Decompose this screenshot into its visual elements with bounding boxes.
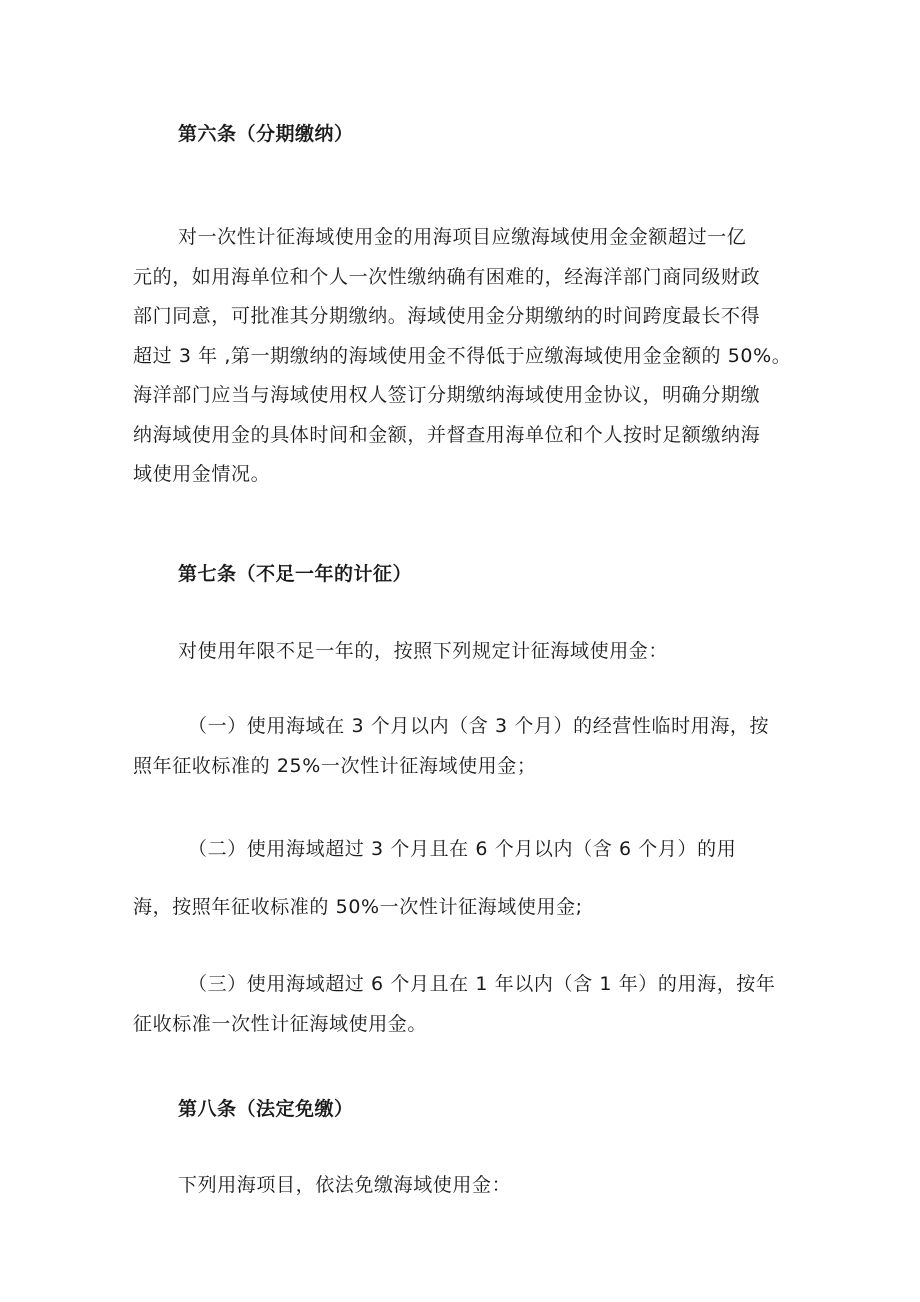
article7-item1-line: 照年征收标准的 25%一次性计征海域使用金； [133, 754, 537, 777]
article6-line: 超过 3 年 ,第一期缴纳的海域使用金不得低于应缴海域使用金金额的 50%。 [133, 344, 792, 367]
article7-intro-text: 对使用年限不足一年的，按照下列规定计征海域使用金： [178, 640, 669, 662]
article7-item3-line: （三）使用海域超过 6 个月且在 1 年以内（含 1 年）的用海，按年 [188, 973, 776, 995]
article8-intro [133, 1166, 793, 1206]
article7-item2-line: 海，按照年征收标准的 50%一次性计征海域使用金; [133, 895, 583, 918]
article6-heading: 第六条（分期缴纳） [178, 123, 354, 145]
article7-item3 [133, 965, 793, 1044]
article6-line: 对一次性计征海域使用金的用海项目应缴海域使用金金额超过一亿 [178, 226, 747, 248]
article7-item2-line: （二）使用海域超过 3 个月且在 6 个月以内（含 6 个月）的用 [188, 838, 737, 860]
article7-item1 [133, 707, 793, 786]
article8-intro-text: 下列用海项目，依法免缴海域使用金： [178, 1174, 512, 1196]
article6-line: 海洋部门应当与海域使用权人签订分期缴纳海域使用金协议，明确分期缴 [133, 384, 761, 406]
article6-body [133, 218, 793, 495]
article7-item2 [133, 830, 793, 927]
article6-line: 纳海域使用金的具体时间和金额，并督查用海单位和个人按时足额缴纳海 [133, 423, 761, 446]
article7-heading: 第七条（不足一年的计征） [178, 563, 413, 585]
article6-line: 部门同意，可批准其分期缴纳。海域使用金分期缴纳的时间跨度最长不得 [133, 305, 761, 327]
article6-line: 元的，如用海单位和个人一次性缴纳确有困难的，经海洋部门商同级财政 [133, 265, 761, 288]
article6-line: 域使用金情况。 [133, 463, 271, 485]
article7-item3-line: 征收标准一次性计征海域使用金。 [133, 1012, 428, 1035]
article7-item1-line: （一）使用海域在 3 个月以内（含 3 个月）的经营性临时用海，按 [188, 715, 770, 737]
article8-heading: 第八条（法定免缴） [178, 1098, 354, 1120]
article7-intro [133, 632, 793, 672]
